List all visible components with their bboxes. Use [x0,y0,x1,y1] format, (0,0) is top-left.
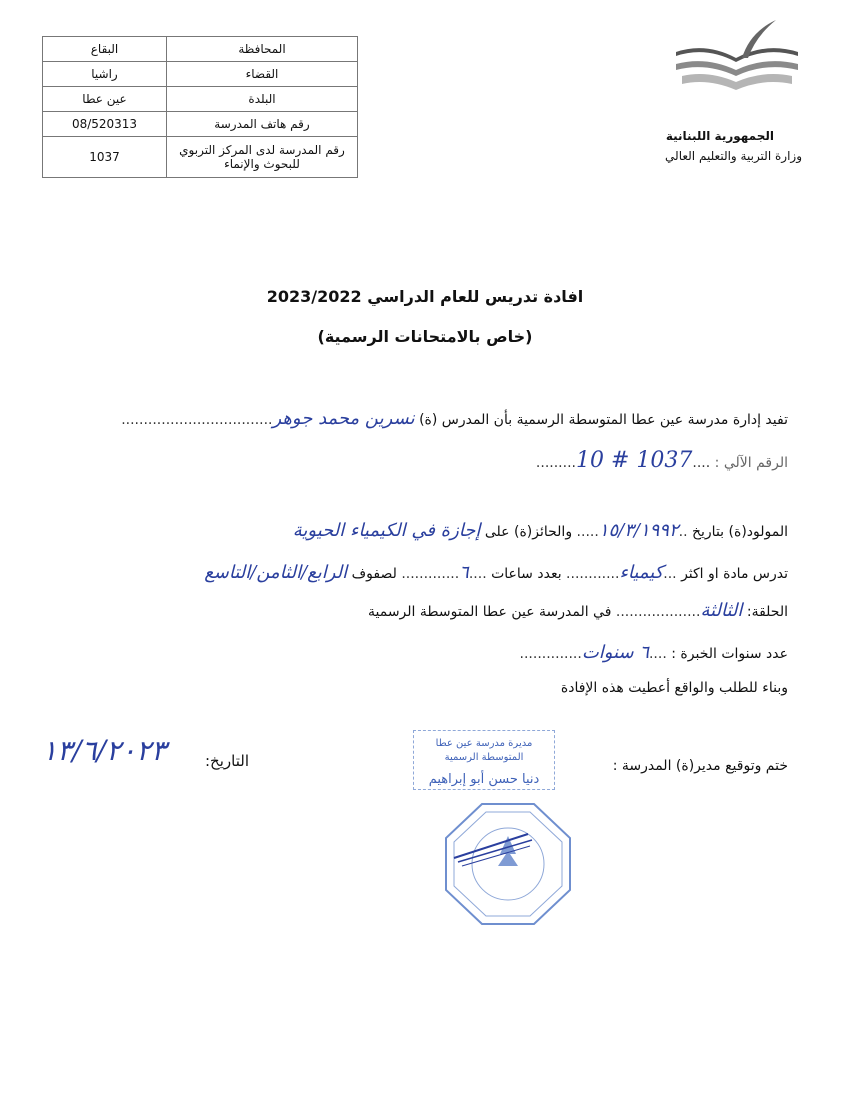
id-number-handwritten: 1037 # 10 [575,448,693,473]
row-value: 08/520313 [43,112,167,137]
teacher-name-line: تفيد إدارة مدرسة عين عطا المتوسطة الرسمية بأن المدرس (ة) نسرين محمد جوهر.................................. [121,408,788,429]
line-text: في المدرسة عين عطا المتوسطة الرسمية [368,604,612,620]
row-value: راشيا [43,62,167,87]
row-label: رقم هاتف المدرسة [167,112,358,137]
birth-degree-line: المولود(ة) بتاريخ ..١٥/٣/١٩٩٢..... والحائز(ة) على إجازة في الكيمياء الحيوية [292,520,788,541]
document-title: افادة تدريس للعام الدراسي 2023/2022 [266,287,584,306]
birth-date-handwritten: ١٥/٣/١٩٩٢ [598,520,679,541]
subject-line: تدرس مادة او اكثر ...كيمياء............ بعدد ساعات ....٦............. لصفوف الرابع/الثامن/التاسع [204,562,788,583]
line-text: لصفوف [351,566,397,582]
row-label: رقم المدرسة لدى المركز التربوي للبحوث والإنماء [167,137,358,178]
date-handwritten: ١٣/٦/٢٠٢٣ [42,734,167,767]
line-text: المولود(ة) بتاريخ [691,524,788,540]
table-row [43,62,358,87]
ministry-name: وزارة التربية والتعليم العالي [665,149,802,163]
hours-handwritten: ٦ [459,562,469,583]
subject-handwritten: كيمياء [619,562,664,583]
school-info-table [42,36,358,178]
experience-handwritten: ٦ سنوات [581,642,649,663]
line-text: عدد سنوات الخبرة : [671,646,788,662]
ministry-book-logo-icon [672,18,802,96]
line-text: تفيد إدارة مدرسة عين عطا المتوسطة الرسمية بأن المدرس (ة) [419,412,788,428]
line-text: بعدد ساعات [491,566,562,582]
signature-label: ختم وتوقيع مدير(ة) المدرسة : [612,758,788,774]
stamp-name: دنيا حسن أبو إبراهيم [428,772,540,787]
line-text: الرقم الآلي : [714,455,788,471]
date-label: التاريخ: [205,752,249,770]
table-row [43,137,358,178]
teacher-name-handwritten: نسرين محمد جوهر [272,408,415,429]
republic-name: الجمهورية اللبنانية [665,129,774,143]
experience-line: عدد سنوات الخبرة : ....٦ سنوات.............. [519,642,788,663]
id-number-line: الرقم الآلي : ....1037 # 10......... [535,448,788,473]
row-label: المحافظة [167,37,358,62]
line-text: الحلقة: [746,604,788,620]
row-label: البلدة [167,87,358,112]
line-text: تدرس مادة او اكثر [681,566,788,582]
classes-handwritten: الرابع/الثامن/التاسع [204,562,348,583]
row-value: عين عطا [43,87,167,112]
row-value: 1037 [43,137,167,178]
closing-line: وبناء للطلب والواقع أعطيت هذه الإفادة [560,680,788,696]
table-row [43,87,358,112]
row-value: البقاع [43,37,167,62]
table-row [43,112,358,137]
document-subtitle: (خاص بالامتحانات الرسمية) [317,327,533,346]
ministry-header [665,126,802,166]
table-row [43,37,358,62]
cycle-line: الحلقة: الثالثة................... في المدرسة عين عطا المتوسطة الرسمية [368,600,788,621]
principal-stamp [413,730,555,790]
stamp-title: مديرة مدرسة عين عطا المتوسطة الرسمية [435,738,533,763]
degree-handwritten: إجازة في الكيمياء الحيوية [292,520,481,541]
line-text: والحائز(ة) على [484,524,573,540]
row-label: القضاء [167,62,358,87]
cycle-handwritten: الثالثة [700,600,743,621]
school-seal-icon [440,800,576,928]
